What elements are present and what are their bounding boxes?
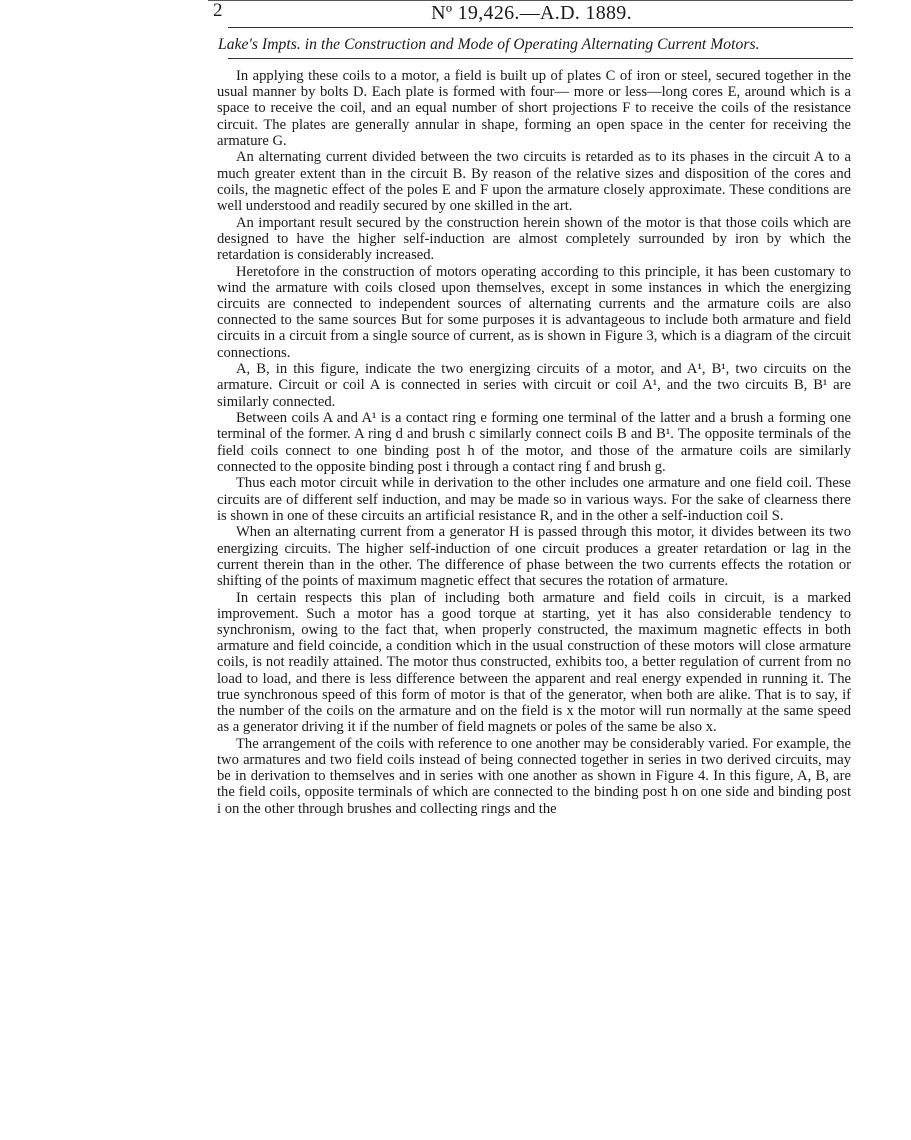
- page-number: 2: [213, 0, 223, 21]
- patent-number-header: Nº 19,426.—A.D. 1889.: [431, 2, 632, 24]
- paragraph: The arrangement of the coils with reference to one another may be considerably varied. For example, the two armatures and two field coils instead of being connected together in series in two derived circuits, may be in derivation to themselves and in series with one another as shown in Figure 4. In this figure, A, B, are the field coils, opposite terminals of which are connected to the binding post h on one side and binding post i on the other through brushes and collecting rings and the: [217, 735, 851, 817]
- paragraph: A, B, in this figure, indicate the two energizing circuits of a motor, and A¹, B¹, two circuits on the armature. Circuit or coil A is connected in series with circuit or coil A¹, and the two circuits B, B¹ are similarly connected.: [217, 361, 851, 410]
- title-rule: [228, 58, 853, 59]
- paragraph: Between coils A and A¹ is a contact ring e forming one terminal of the latter and a brush a forming one terminal of the former. A ring d and brush c similarly connect coils B and B¹. The opposite terminals of the field coils connect to one binding post h of the motor, and those of the armature coils are similarly connected to the opposite binding post i through a contact ring f and brush g.: [217, 410, 851, 475]
- body-text: [217, 68, 851, 817]
- paragraph: Thus each motor circuit while in derivation to the other includes one armature and one field coil. These circuits are of different self induction, and may be made so in various ways. For the sake of clearness there is shown in one of these circuits an artificial resistance R, and in the other a self-induction coil S.: [217, 475, 851, 524]
- paragraph: An important result secured by the construction herein shown of the motor is that those coils which are designed to have the higher self-induction are almost completely surrounded by iron by which the retardation is considerably increased.: [217, 214, 851, 264]
- paragraph: In applying these coils to a motor, a field is built up of plates C of iron or steel, secured together in the usual manner by bolts D. Each plate is formed with four— more or less—long cores E, around which is a space to receive the coil, and an equal number of short projections F to receive the coils of the resistance circuit. The plates are generally annular in shape, forming an open space in the center for receiving the armature G.: [217, 68, 851, 149]
- paragraph: Heretofore in the construction of motors operating according to this principle, it has been customary to wind the armature with coils closed upon themselves, except in some instances in which the energizing circuits are connected to independent sources of alternating currents and the armature coils are also connected to the same sources But for some purposes it is advantageous to include both armature and field circuits in a circuit from a single source of current, as is shown in Figure 3, which is a diagram of the circuit connections.: [217, 263, 851, 361]
- running-title: Lake's Impts. in the Construction and Mode of Operating Alternating Current Motors.: [218, 36, 760, 53]
- header-rule: [228, 27, 853, 28]
- paragraph: An alternating current divided between the two circuits is retarded as to its phases in the circuit A to a much greater extent than in the circuit B. By reason of the relative sizes and disposition of the cores and coils, the magnetic effect of the poles E and F upon the armature closely approximate. These conditions are well understood and readily secured by one skilled in the art.: [217, 149, 851, 215]
- paragraph: In certain respects this plan of including both armature and field coils in circuit, is a marked improvement. Such a motor has a good torque at starting, yet it has also considerable tendency to synchronism, owing to the fact that, when properly constructed, the maximum magnetic effects in both armature and field coincide, a condition which in the usual construction of these motors will close armature coils, is not readily attained. The motor thus constructed, exhibits too, a better regulation of current from no load to load, and there is less difference between the apparent and real energy expended in running it. The true synchronous speed of this form of motor is that of the generator, when both are alike. That is to say, if the number of the coils on the armature and on the field is x the motor will run normally at the same speed as a generator driving it if the number of field magnets or poles of the same be also x.: [217, 589, 851, 736]
- paragraph: When an alternating current from a generator H is passed through this motor, it divides between its two energizing circuits. The higher self-induction of one circuit produces a greater retardation or lag in the current therein than in the other. The difference of phase between the two currents effects the rotation or shifting of the points of maximum magnetic effect that secures the rotation of armature.: [217, 524, 851, 590]
